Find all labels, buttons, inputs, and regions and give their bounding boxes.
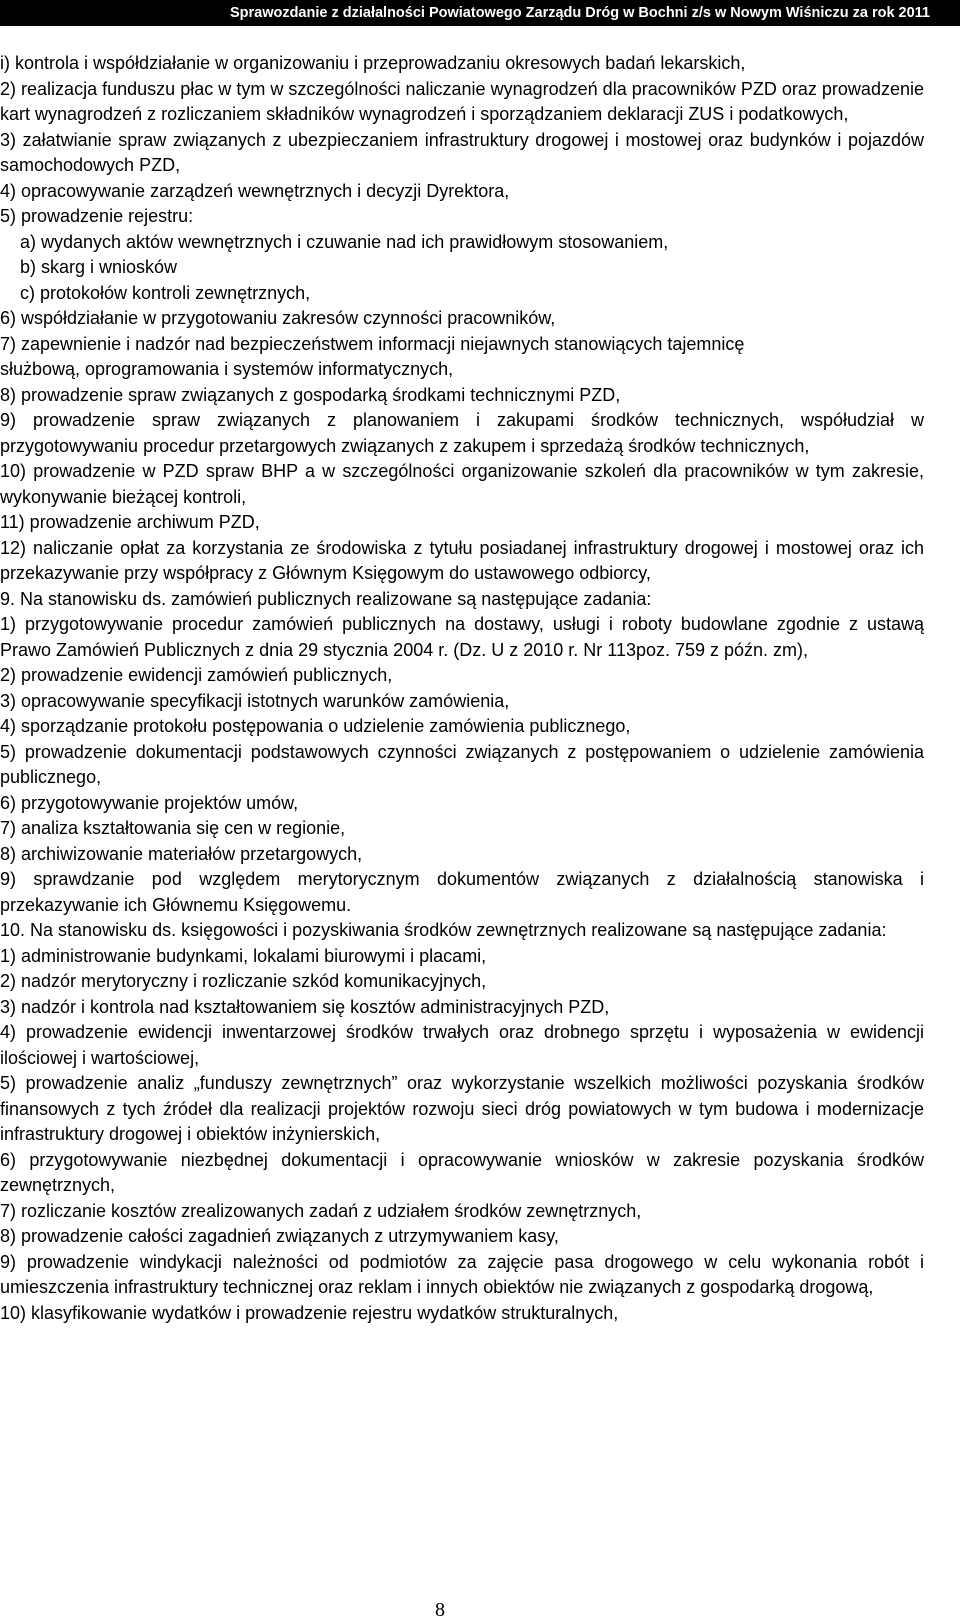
paragraph-line: 5) prowadzenie analiz „funduszy zewnętrznych” oraz wykorzystanie wszelkich możliwości pozyskania środków finansowych z tych źródeł dla realizacji projektów rozwoju sieci dróg powiatowych w tym budowa i modernizacje infrastruktury drogowej i obiektów inżynierskich,	[0, 1073, 924, 1144]
paragraph-line: 10. Na stanowisku ds. księgowości i pozyskiwania środków zewnętrznych realizowane są następujące zadania:	[0, 920, 887, 940]
paragraph-line: b) skarg i wniosków	[20, 257, 178, 277]
paragraph-line: 8) prowadzenie całości zagadnień związanych z utrzymywaniem kasy,	[0, 1226, 559, 1246]
paragraph-line: 5) prowadzenie rejestru:	[0, 206, 194, 226]
paragraph-line: 9) sprawdzanie pod względem merytorycznym dokumentów związanych z działalnością stanowiska i przekazywanie ich Głównemu Księgowemu.	[0, 869, 924, 915]
header-title: Sprawozdanie z działalności Powiatowego Zarządu Dróg w Bochni z/s w Nowym Wiśniczu za rok 2011	[229, 5, 930, 21]
paragraph-line: 4) sporządzanie protokołu postępowania o udzielenie zamówienia publicznego,	[0, 716, 631, 736]
paragraph-line: 6) przygotowywanie niezbędnej dokumentacji i opracowywanie wniosków w zakresie pozyskania środków zewnętrznych,	[0, 1149, 924, 1195]
paragraph-line: 3) nadzór i kontrola nad kształtowaniem się kosztów administracyjnych PZD,	[0, 996, 610, 1017]
paragraph-line: 5) prowadzenie dokumentacji podstawowych czynności związanych z postępowaniem o udzielenie zamówienia publicznego,	[0, 741, 924, 787]
paragraph-line: c) protokołów kontroli zewnętrznych,	[20, 282, 311, 303]
paragraph-line: 1) administrowanie budynkami, lokalami biurowymi i placami,	[0, 945, 487, 966]
document-body	[0, 51, 924, 1326]
paragraph-line: 4) opracowywanie zarządzeń wewnętrznych i decyzji Dyrektora,	[0, 180, 510, 201]
page-number: 8	[435, 1599, 445, 1621]
paragraph-line: służbową, oprogramowania i systemów informatycznych,	[0, 359, 454, 379]
paragraph-line: 11) prowadzenie archiwum PZD,	[0, 512, 260, 532]
paragraph-line: 2) realizacja funduszu płac w tym w szczególności naliczanie wynagrodzeń dla pracowników PZD oraz prowadzenie kart wynagrodzeń z rozliczaniem składników wynagrodzeń i sporządzaniem deklaracji ZUS i podatkowych,	[0, 78, 924, 124]
paragraph-line: 10) prowadzenie w PZD spraw BHP a w szczególności organizowanie szkoleń dla pracowników w tym zakresie, wykonywanie bieżącej kontroli,	[0, 461, 924, 507]
paragraph-line: 1) przygotowywanie procedur zamówień publicznych na dostawy, usługi i roboty budowlane zgodnie z ustawą Prawo Zamówień Publicznych z dnia 29 stycznia 2004 r. (Dz. U z 2010 r. Nr 113poz. 759 z późn. zm),	[0, 614, 924, 660]
paragraph-line: 7) zapewnienie i nadzór nad bezpieczeństwem informacji niejawnych stanowiących tajemnicę	[0, 333, 745, 354]
paragraph-line: 12) naliczanie opłat za korzystania ze środowiska z tytułu posiadanej infrastruktury drogowej i mostowej oraz ich przekazywanie przy współpracy z Głównym Księgowym do ustawowego odbiorcy,	[0, 537, 924, 583]
paragraph-line: 9) prowadzenie spraw związanych z planowaniem i zakupami środków technicznych, współudział w przygotowywaniu procedur przetargowych związanych z zakupem i sprzedażą środków technicznych,	[0, 410, 924, 456]
paragraph-line: 7) analiza kształtowania się cen w regionie,	[0, 818, 346, 838]
paragraph-line: a) wydanych aktów wewnętrznych i czuwanie nad ich prawidłowym stosowaniem,	[20, 231, 669, 252]
paragraph-line: 4) prowadzenie ewidencji inwentarzowej środków trwałych oraz drobnego sprzętu i wyposażenia w ewidencji ilościowej i wartościowej,	[0, 1022, 924, 1068]
paragraph-line: i) kontrola i współdziałanie w organizowaniu i przeprowadzaniu okresowych badań lekarskich,	[0, 53, 746, 73]
paragraph-line: 8) prowadzenie spraw związanych z gospodarką środkami technicznymi PZD,	[0, 384, 621, 405]
paragraph-line: 7) rozliczanie kosztów zrealizowanych zadań z udziałem środków zewnętrznych,	[0, 1200, 642, 1221]
paragraph-line: 3) załatwianie spraw związanych z ubezpieczaniem infrastruktury drogowej i mostowej oraz budynków i pojazdów samochodowych PZD,	[0, 129, 924, 175]
paragraph-line: 9. Na stanowisku ds. zamówień publicznych realizowane są następujące zadania:	[0, 588, 652, 609]
paragraph-line: 3) opracowywanie specyfikacji istotnych warunków zamówienia,	[0, 690, 510, 711]
paragraph-line: 10) klasyfikowanie wydatków i prowadzenie rejestru wydatków strukturalnych,	[0, 1302, 619, 1323]
paragraph-line: 2) nadzór merytoryczny i rozliczanie szkód komunikacyjnych,	[0, 971, 487, 991]
paragraph-line: 9) prowadzenie windykacji należności od podmiotów za zajęcie pasa drogowego w celu wykonania robót i umieszczenia infrastruktury technicznej oraz reklam i innych obiektów nie związanych z gospodarką drogową,	[0, 1251, 924, 1297]
paragraph-line: 8) archiwizowanie materiałów przetargowych,	[0, 843, 363, 864]
paragraph-line: 2) prowadzenie ewidencji zamówień publicznych,	[0, 665, 393, 685]
paragraph-line: 6) przygotowywanie projektów umów,	[0, 792, 299, 813]
page-header	[0, 0, 960, 26]
paragraph-line: 6) współdziałanie w przygotowaniu zakresów czynności pracowników,	[0, 308, 556, 328]
